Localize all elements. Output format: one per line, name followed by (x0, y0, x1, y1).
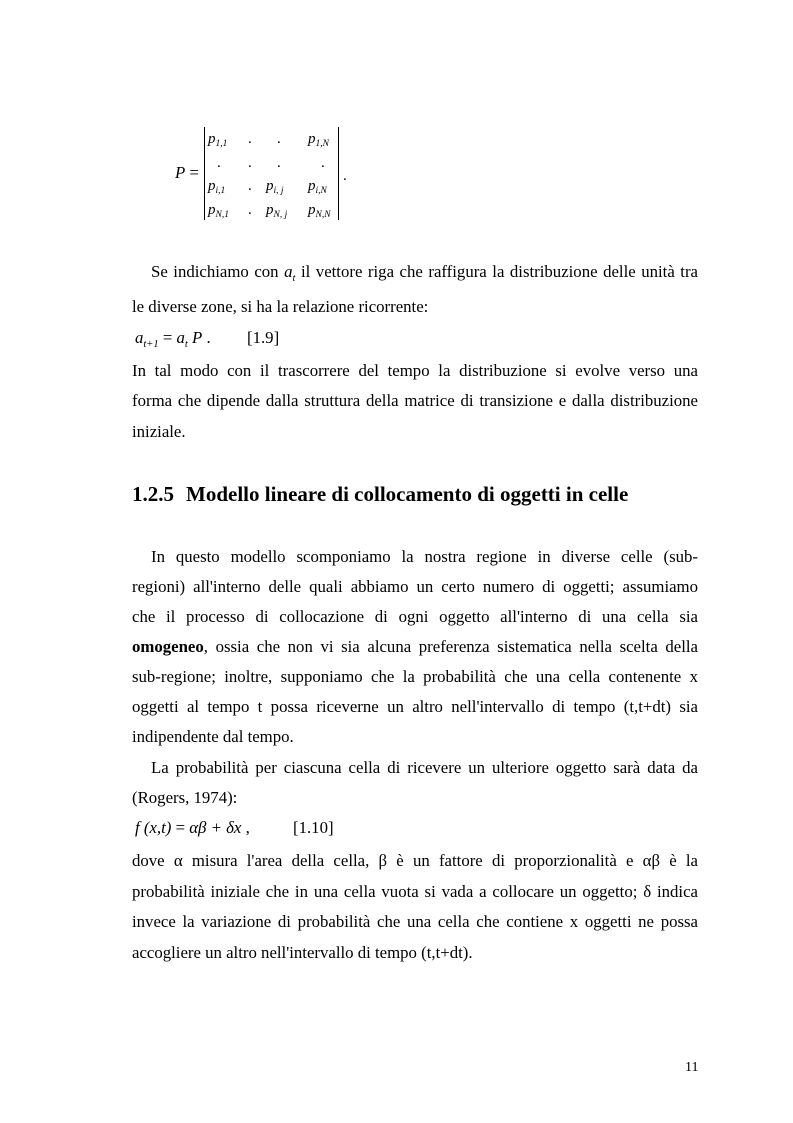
matrix-dot: . (248, 154, 252, 171)
math-function: f (135, 818, 140, 837)
equation-number: [1.10] (293, 818, 334, 837)
matrix-cell-sub: i,1 (215, 186, 226, 196)
math-subscript: t (184, 339, 188, 350)
paragraph-line: In tal modo con il trascorrere del tempo la distribuzione si evolve verso una (132, 361, 698, 380)
matrix-cell (266, 199, 308, 223)
equation-number: [1.9] (247, 328, 280, 347)
matrix-cell (208, 128, 246, 152)
matrix-cell (208, 175, 246, 199)
matrix-cell-sub: N,1 (215, 209, 229, 220)
matrix-cell-base: p (308, 201, 316, 218)
math-expression: αβ + δx (189, 818, 242, 837)
matrix-cell (308, 199, 340, 223)
matrix-dot: . (277, 154, 281, 171)
matrix-cell (308, 175, 340, 199)
math-equals: = (175, 818, 186, 837)
text-segment: , ossia che non vi sia alcuna preferenza sistematica nella scelta della (203, 637, 698, 656)
matrix-cell-base: p (208, 131, 216, 147)
matrix-cell-sub: i,N (315, 186, 327, 196)
math-variable: a (176, 328, 185, 347)
matrix-cell-base: p (308, 131, 316, 147)
matrix-cell-base: p (208, 178, 216, 194)
section-number: 1.2.5 (132, 482, 174, 506)
paragraph-line: (Rogers, 1974): (132, 788, 238, 807)
math-period: . (206, 328, 211, 347)
matrix-cell-sub: 1,1 (215, 139, 228, 149)
matrix-lhs (175, 163, 199, 183)
bold-term: omogeneo (132, 637, 204, 656)
section-title: Modello lineare di collocamento di oggetti in celle (186, 482, 629, 506)
matrix-equals: = (189, 163, 199, 182)
matrix-cell (308, 128, 340, 152)
math-variable: P (192, 328, 203, 347)
paragraph-line: indipendente dal tempo. (132, 727, 294, 746)
paragraph-line: sub-regione; inoltre, supponiamo che la probabilità che una cella contenente x (132, 667, 698, 686)
paragraph-line: le diverse zone, si ha la relazione ricorrente: (132, 297, 429, 316)
paragraph-line: oggetti al tempo t possa riceverne un altro nell'intervallo di tempo (t,t+dt) sia (132, 697, 698, 716)
matrix-cell-base: p (266, 178, 274, 194)
equation-1-9 (135, 328, 701, 348)
matrix-cell (208, 199, 246, 223)
paragraph-line (151, 262, 698, 282)
page-number: 11 (685, 1060, 699, 1075)
math-arguments: (x,t) (143, 818, 172, 837)
math-variable: a (135, 328, 144, 347)
paragraph-line: probabilità iniziale che in una cella vuota si vada a collocare un oggetto; δ indica (132, 882, 698, 901)
math-subscript: t+1 (143, 339, 159, 350)
matrix-dot: . (248, 201, 252, 218)
paragraph-line (132, 637, 698, 657)
text-segment: il vettore riga che raffigura la distribuzione delle unità tra (295, 262, 698, 281)
matrix-cell-sub: i, j (273, 186, 284, 196)
paragraph-line: regioni) all'interno delle quali abbiamo un certo numero di oggetti; assumiamo (132, 577, 698, 596)
matrix-cell-base: p (308, 178, 316, 194)
matrix-left-bar (204, 127, 205, 220)
matrix-dot: . (217, 154, 221, 171)
paragraph-line: In questo modello scomponiamo la nostra regione in diverse celle (sub- (151, 547, 698, 566)
paragraph-line: forma che dipende dalla struttura della matrice di transizione e dalla distribuzione (132, 391, 698, 410)
matrix-cell-sub: 1,N (315, 139, 329, 149)
matrix-symbol: P (175, 163, 186, 182)
math-equals: = (162, 328, 173, 347)
paragraph-line: La probabilità per ciascuna cella di ricevere un ulteriore oggetto sarà data da (151, 758, 698, 777)
matrix-cell-base: p (208, 201, 216, 218)
math-comma: , (245, 818, 250, 837)
matrix-cell-sub: N,N (315, 209, 331, 220)
equation-1-10 (135, 818, 701, 838)
matrix-dot: . (248, 131, 252, 147)
section-heading (132, 481, 628, 507)
matrix-dot: . (277, 131, 281, 147)
paragraph-line: accogliere un altro nell'intervallo di tempo (t,t+dt). (132, 943, 473, 962)
matrix-cell (266, 175, 308, 199)
paragraph-line: che il processo di collocazione di ogni oggetto all'interno di una cella sia (132, 607, 698, 626)
matrix-trailing-period: . (343, 168, 347, 184)
transition-matrix (208, 128, 340, 222)
text-segment: Se indichiamo con (151, 262, 285, 281)
paragraph-line: dove α misura l'area della cella, β è un fattore di proporzionalità e αβ è la (132, 851, 698, 870)
matrix-cell-sub: N, j (273, 209, 288, 220)
paragraph-line: invece la variazione di probabilità che una cella che contiene x oggetti ne possa (132, 912, 698, 931)
paragraph-line: iniziale. (132, 422, 186, 441)
matrix-dot: . (248, 178, 252, 194)
math-variable: a (284, 262, 293, 281)
matrix-cell-base: p (266, 201, 274, 218)
matrix-dot: . (321, 154, 325, 171)
math-subscript: t (292, 273, 296, 284)
